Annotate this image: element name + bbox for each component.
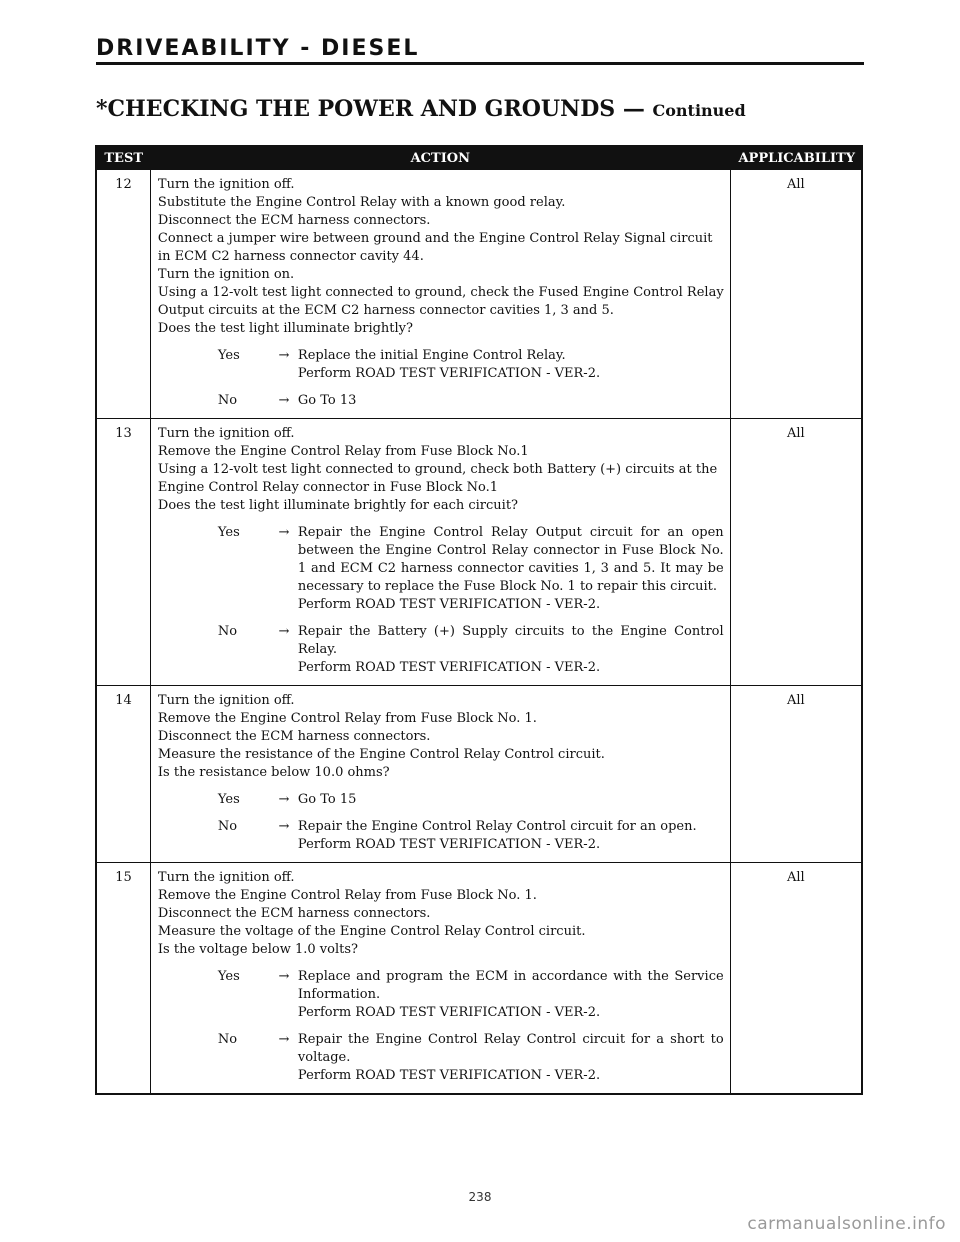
action-step: Measure the resistance of the Engine Control Relay Control circuit.: [157, 747, 605, 762]
action-cell: [150, 419, 730, 686]
action-step: Turn the ignition off.: [157, 870, 295, 885]
action-step: Does the test light illuminate brightly?: [157, 321, 413, 336]
answer-yes: [158, 968, 724, 1022]
action-step: Is the resistance below 10.0 ohms?: [157, 765, 390, 780]
applicability-cell: All: [730, 686, 862, 863]
test-number: 14: [96, 686, 150, 863]
answer-line: Replace the initial Engine Control Relay.: [297, 348, 566, 363]
action-step: Measure the voltage of the Engine Control Relay Control circuit.: [157, 924, 586, 939]
table-header-row: [96, 146, 862, 170]
test-number: 15: [96, 863, 150, 1095]
action-step: Turn the ignition off.: [157, 426, 295, 441]
answer-text: [298, 1031, 724, 1085]
action-cell: [150, 863, 730, 1095]
test-number: 12: [96, 170, 150, 419]
right-arrow-icon: →: [278, 393, 290, 408]
answer-line: Repair the Engine Control Relay Control circuit for an open.: [297, 819, 697, 834]
right-arrow-icon: →: [278, 348, 290, 363]
page-heading-text: *CHECKING THE POWER AND GROUNDS —: [96, 96, 645, 122]
right-arrow-icon: →: [278, 969, 290, 984]
action-step: Output circuits at the ECM C2 harness connector cavities 1, 3 and 5.: [157, 303, 614, 318]
answer-line: Perform ROAD TEST VERIFICATION - VER-2.: [297, 660, 601, 675]
answer-line: Repair the Battery (+) Supply circuits to the Engine Control Relay.: [297, 624, 724, 657]
answer-line: Replace and program the ECM in accordance with the Service Information.: [297, 969, 724, 1002]
page-heading: [96, 96, 746, 122]
right-arrow-icon: →: [278, 624, 290, 639]
answer-yes: [158, 791, 724, 809]
applicability-cell: All: [730, 419, 862, 686]
right-arrow-icon: →: [278, 792, 290, 807]
action-cell: [150, 686, 730, 863]
action-step: Does the test light illuminate brightly for each circuit?: [157, 498, 519, 513]
answer-line: Perform ROAD TEST VERIFICATION - VER-2.: [297, 1068, 601, 1083]
answer-text: [298, 623, 724, 677]
action-step: Remove the Engine Control Relay from Fuse Block No.1: [157, 444, 529, 459]
answer-line: Go To 13: [297, 393, 357, 408]
diagnostic-table: [95, 145, 863, 1095]
page-number: 238: [468, 1190, 492, 1204]
answer-line: Go To 15: [297, 792, 357, 807]
answer-line: Repair the Engine Control Relay Output circuit for an open between the Engine Control Relay connector in Fuse Block No. 1 and ECM C2 harness connector cavities 1, 3 and 5. It may be necessary to replace the Fuse Block No. 1 to repair this circuit.: [297, 525, 724, 594]
page-heading-continued: Continued: [652, 101, 746, 120]
answer-text: [298, 791, 724, 809]
table-row: [96, 170, 862, 419]
section-title: DRIVEABILITY - DIESEL: [96, 36, 420, 61]
answer-text: [298, 347, 724, 383]
answer-text: [298, 968, 724, 1022]
action-step: Remove the Engine Control Relay from Fuse Block No. 1.: [157, 711, 537, 726]
answer-text: [298, 392, 724, 410]
column-header-action: ACTION: [150, 146, 730, 170]
action-step: in ECM C2 harness connector cavity 44.: [157, 249, 424, 264]
answer-text: [298, 818, 724, 854]
section-rule: [96, 62, 864, 65]
answer-label: Yes: [217, 348, 240, 363]
answer-yes: [158, 524, 724, 614]
action-cell: [150, 170, 730, 419]
table-row: [96, 686, 862, 863]
action-step: Is the voltage below 1.0 volts?: [157, 942, 358, 957]
answer-label: No: [217, 393, 238, 408]
action-step: Using a 12-volt test light connected to ground, check both Battery (+) circuits at the: [157, 462, 718, 477]
action-step: Disconnect the ECM harness connectors.: [157, 213, 431, 228]
action-step: Disconnect the ECM harness connectors.: [157, 729, 431, 744]
action-step: Disconnect the ECM harness connectors.: [157, 906, 431, 921]
action-step: Engine Control Relay connector in Fuse Block No.1: [157, 480, 499, 495]
column-header-test: TEST: [96, 146, 150, 170]
test-number: 13: [96, 419, 150, 686]
applicability-cell: All: [730, 863, 862, 1095]
answer-label: No: [217, 1032, 238, 1047]
table-row: [96, 419, 862, 686]
action-step: Connect a jumper wire between ground and the Engine Control Relay Signal circuit: [157, 231, 713, 246]
applicability-cell: All: [730, 170, 862, 419]
action-step: Turn the ignition off.: [157, 177, 295, 192]
answer-label: No: [217, 624, 238, 639]
answer-no: [158, 623, 724, 677]
right-arrow-icon: →: [278, 525, 290, 540]
action-step: Turn the ignition off.: [157, 693, 295, 708]
action-step: Turn the ignition on.: [157, 267, 295, 282]
answer-label: Yes: [217, 525, 240, 540]
answer-label: No: [217, 819, 238, 834]
table-body: [96, 170, 862, 1094]
answer-yes: [158, 347, 724, 383]
answer-line: Perform ROAD TEST VERIFICATION - VER-2.: [297, 597, 601, 612]
action-step: Remove the Engine Control Relay from Fuse Block No. 1.: [157, 888, 537, 903]
answer-text: [298, 524, 724, 614]
answer-line: Repair the Engine Control Relay Control circuit for a short to voltage.: [297, 1032, 724, 1065]
answer-line: Perform ROAD TEST VERIFICATION - VER-2.: [297, 366, 601, 381]
table-row: [96, 863, 862, 1095]
right-arrow-icon: →: [278, 819, 290, 834]
answer-no: [158, 1031, 724, 1085]
column-header-applicability: APPLICABILITY: [730, 146, 862, 170]
section-header: [96, 36, 864, 65]
answer-no: [158, 392, 724, 410]
answer-label: Yes: [217, 792, 240, 807]
answer-no: [158, 818, 724, 854]
answer-line: Perform ROAD TEST VERIFICATION - VER-2.: [297, 837, 601, 852]
action-step: Using a 12-volt test light connected to ground, check the Fused Engine Control Relay: [157, 285, 724, 300]
answer-label: Yes: [217, 969, 240, 984]
action-step: Substitute the Engine Control Relay with a known good relay.: [157, 195, 566, 210]
right-arrow-icon: →: [278, 1032, 290, 1047]
answer-line: Perform ROAD TEST VERIFICATION - VER-2.: [297, 1005, 601, 1020]
watermark: carmanualsonline.info: [747, 1214, 946, 1234]
